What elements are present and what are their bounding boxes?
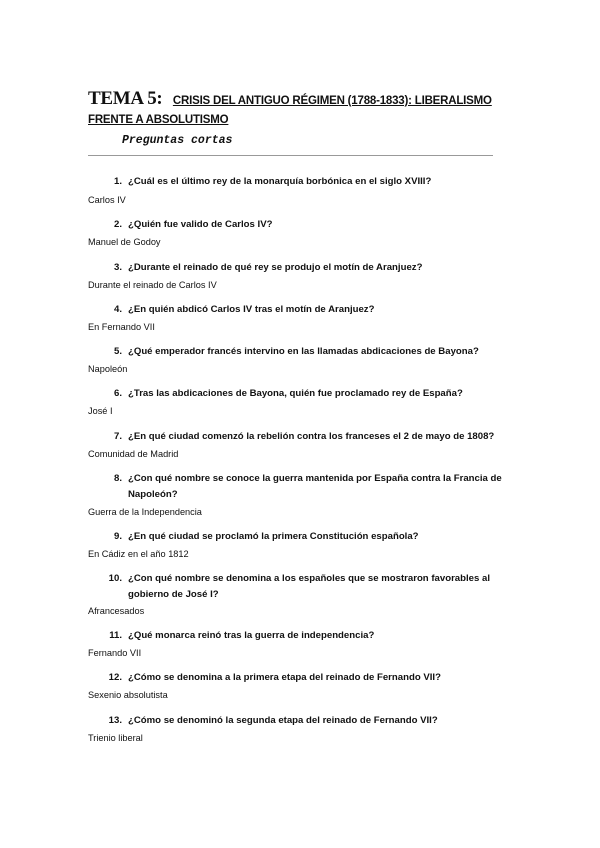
answer-13: Trienio liberal [88, 733, 143, 743]
tema-label: TEMA 5: [88, 88, 163, 109]
answer-3: Durante el reinado de Carlos IV [88, 280, 217, 290]
question-number: 2. [113, 219, 122, 230]
question-text: ¿En quién abdicó Carlos IV tras el motín de Aranjuez? [128, 304, 375, 315]
question-9 [104, 530, 504, 544]
question-text: ¿Quién fue valido de Carlos IV? [128, 219, 273, 230]
question-number: 9. [113, 531, 122, 542]
question-5 [104, 345, 504, 359]
question-text: ¿Con qué nombre se conoce la guerra mantenida por España contra la Francia de [128, 473, 502, 484]
answer-5: Napoleón [88, 364, 128, 374]
question-number: 4. [113, 304, 122, 315]
question-text: ¿Cuál es el último rey de la monarquía borbónica en el siglo XVIII? [128, 176, 432, 187]
question-12 [104, 671, 504, 685]
question-8 [104, 472, 504, 502]
page-title: CRISIS DEL ANTIGUO RÉGIMEN (1788-1833): LIBERALISMO [172, 95, 492, 107]
question-text: ¿En qué ciudad comenzó la rebelión contra los franceses el 2 de mayo de 1808? [128, 431, 495, 442]
question-6 [104, 387, 504, 401]
answer-11: Fernando VII [88, 648, 142, 658]
question-text: ¿Tras las abdicaciones de Bayona, quién fue proclamado rey de España? [128, 388, 463, 399]
question-2 [104, 218, 504, 232]
answer-6: José I [88, 406, 113, 416]
question-number: 12. [108, 672, 122, 683]
question-text: ¿Cómo se denomina a la primera etapa del reinado de Fernando VII? [128, 672, 441, 683]
subtitle: Preguntas cortas [122, 134, 233, 147]
question-number: 3. [113, 262, 122, 273]
question-text: ¿Con qué nombre se denomina a los españoles que se mostraron favorables al [128, 573, 490, 584]
question-text-continued: Napoleón? [128, 489, 178, 500]
question-number: 7. [113, 431, 122, 442]
question-number: 8. [113, 473, 122, 484]
question-text: ¿Durante el reinado de qué rey se produjo el motín de Aranjuez? [128, 262, 423, 273]
answer-12: Sexenio absolutista [88, 690, 168, 700]
question-text-continued: gobierno de José I? [128, 589, 219, 600]
question-number: 5. [113, 346, 122, 357]
answer-8: Guerra de la Independencia [88, 507, 202, 517]
question-number: 1. [113, 176, 122, 187]
question-text: ¿Qué monarca reinó tras la guerra de independencia? [128, 630, 375, 641]
question-1 [104, 175, 504, 189]
question-number: 13. [108, 715, 122, 726]
question-11 [104, 629, 504, 643]
divider [88, 155, 493, 156]
question-7 [104, 430, 504, 444]
question-text: ¿Cómo se denominó la segunda etapa del reinado de Fernando VII? [128, 715, 438, 726]
answer-2: Manuel de Godoy [88, 237, 161, 247]
answer-1: Carlos IV [88, 195, 126, 205]
answer-4: En Fernando VII [88, 322, 155, 332]
page-title-continued: FRENTE A ABSOLUTISMO [88, 114, 229, 126]
question-text: ¿En qué ciudad se proclamó la primera Constitución española? [128, 531, 419, 542]
question-number: 6. [113, 388, 122, 399]
title-line [88, 88, 528, 110]
question-4 [104, 303, 504, 317]
question-number: 11. [109, 630, 122, 641]
answer-10: Afrancesados [88, 606, 145, 616]
question-text: ¿Qué emperador francés intervino en las llamadas abdicaciones de Bayona? [128, 346, 479, 357]
question-10 [104, 572, 504, 602]
question-number: 10. [108, 573, 122, 584]
question-13 [104, 714, 504, 728]
answer-7: Comunidad de Madrid [88, 449, 179, 459]
answer-9: En Cádiz en el año 1812 [88, 549, 189, 559]
question-3 [104, 261, 504, 275]
